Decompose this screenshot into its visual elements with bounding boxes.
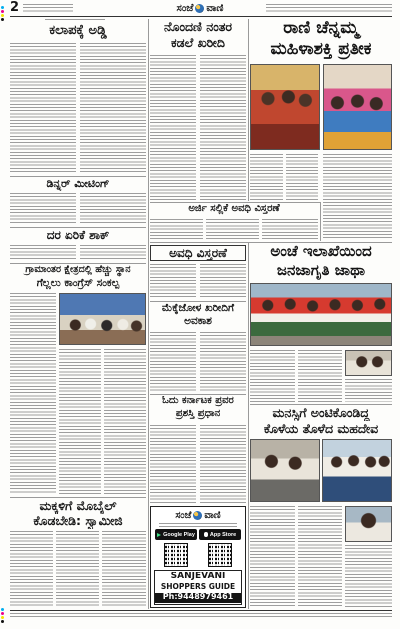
news-photo-cleaning-drive [250,439,320,502]
news-photo-awareness-rally [250,283,392,346]
article-body-text [102,531,146,608]
ad-logo-right: ವಾಣಿ [204,509,221,521]
qr-code-icon [164,543,188,567]
ad-phone: Ph:9448979461 [155,593,241,603]
headline-mekkejola-line2: ಅವಕಾಶ [184,316,212,327]
registration-marks-bottom [1,608,5,624]
page-number: 2 [10,0,20,15]
headline-mahadeva-line2: ಕೊಳೆಯ ತೊಳೆದ ಮಹದೇವ [263,422,379,436]
headline-dara: ದರ ಏರಿಕೆ ಶಾಕ್ [46,229,110,242]
ad-subtitle: SHOPPERS GUIDE [160,583,236,591]
headline-kadale-line2: ಕಡಲೆ ಖರೀದಿ [171,36,225,50]
article-body-text [200,55,246,200]
ad-shoppers-guide-block [154,570,242,605]
news-photo-congress-meeting [59,293,146,345]
headline-mahadeva-line1: ಮನಸ್ಸಿಗೆ ಅಂಟಿಕೊಂಡಿದ್ದ [272,406,370,420]
imprint-line-text [10,613,392,619]
ad-logo [153,509,243,521]
footer-rule [10,610,392,611]
news-photo-small [345,350,392,376]
article-divider [150,202,320,203]
app-store-badge [199,529,241,540]
article-divider [250,404,392,405]
article-body-text [10,43,76,174]
column-rule [320,202,321,241]
article-divider [10,176,146,177]
article-body-text [200,425,246,503]
registration-marks-top [1,6,5,22]
article-body-text [250,154,283,200]
ad-logo-left: ಸಂಜೆ [175,509,192,521]
article-body-text [262,219,318,240]
news-photo-group [322,439,392,502]
app-store-label: App Store [209,531,237,538]
masthead-left: ಸಂಜೆ [176,2,194,14]
header-rule [10,16,392,17]
qr-code-icon [208,543,232,567]
headline-kadale-line1: ನೊಂದಣಿ ನಂತರ [164,20,232,34]
news-photo-women-gathering [323,64,392,150]
globe-logo-icon [195,4,204,13]
headline-odu-line2: ಪ್ರಶಸ್ತಿ ಪ್ರಧಾನ [175,409,221,419]
article-divider [10,263,146,264]
article-body-text [80,43,146,174]
article-divider [10,227,146,228]
headline-congress-line2: ಗೆಲ್ಲಲು ಕಾಂಗ್ರೆಸ್ ಸಂಕಲ್ಪ [36,278,120,289]
headline-anche-line1: ಅಂಚೆ ಇಲಾಖೆಯಿಂದ [270,244,372,260]
article-divider [150,394,246,395]
article-body-text [250,506,295,608]
masthead-right: ವಾಣಿ [206,2,224,14]
article-body-text [250,350,295,402]
apple-icon [204,532,208,537]
article-body-text [10,193,76,225]
article-divider [150,242,392,243]
news-photo-small [345,506,392,542]
article-body-text [345,545,392,608]
headline-arji: ಅರ್ಜಿ ಸಲ್ಲಿಕೆ ಅವಧಿ ವಿಸ್ತರಣೆ [188,204,280,214]
article-body-text [200,264,246,299]
headline-rani-line2: ಮಹಿಳಾಶಕ್ತಿ ಪ್ರತೀಕ [270,41,372,59]
ad-tagline-text [159,523,237,527]
article-body-text [80,193,146,225]
column-rule [148,19,149,609]
headline-mekkejola-line1: ಮೆಕ್ಕೆಜೋಳ ಖರೀದಿಗೆ [161,303,235,314]
article-body-text [80,245,146,261]
article-body-text [10,293,56,494]
headline-mobile-line1: ಮಕ್ಕಳಿಗೆ ಮೊಬೈಲ್ [39,499,117,513]
globe-logo-icon [193,511,202,520]
play-store-icon [157,533,161,537]
article-body-text [150,219,203,240]
ad-title: SANJEVANI [170,572,226,581]
article-body-text [59,349,101,494]
article-body-text [56,531,99,608]
article-body-text [298,506,342,608]
article-body-text [206,219,259,240]
kicker-text [45,19,105,22]
headline-odu-line1: ಓದು ಕರ್ನಾಟಕ ಪ್ರವರ [162,396,234,406]
headline-anche-line2: ಜನಜಾಗೃತಿ ಜಾಥಾ [276,263,366,279]
headline-congress-line1: ಗ್ರಾಮಾಂತರ ಕ್ಷೇತ್ರದಲ್ಲಿ ಹೆಚ್ಚು ಸ್ಥಾನ [25,265,131,275]
google-play-badge [155,529,197,540]
google-play-label: Google Play [163,531,195,538]
article-body-text [150,55,196,200]
article-body-text [10,245,76,261]
article-divider [10,497,146,498]
masthead [160,1,240,15]
article-body-text [150,264,196,299]
news-photo-rani-chennamma-event [250,64,320,150]
article-body-text [298,350,342,402]
column-rule [248,243,249,609]
headline-mobile-line2: ಕೊಡಬೇಡಿ: ಸ್ವಾಮೀಜಿ [33,514,123,528]
article-body-text [345,379,392,402]
headline-avadhi: ಅವಧಿ ವಿಸ್ತರಣೆ [150,245,246,261]
article-body-text [150,425,196,503]
dateline-text [23,4,73,12]
headline-dinner: ಡಿನ್ನರ್ ಮೀಟಿಂಗ್ [46,178,110,190]
headline-rani-line1: ರಾಣಿ ಚೆನ್ನಮ್ಮ [283,20,359,38]
article-body-text [10,531,53,608]
article-body-text [150,332,196,392]
article-divider [150,301,246,302]
headline-kalapa: ಕಲಾಪಕ್ಕೆ ಅಡ್ಡಿ [49,24,107,38]
contact-line-text [266,4,392,12]
app-advertisement [150,506,246,608]
article-body-text [323,154,392,240]
article-body-text [104,349,146,494]
column-rule [248,19,249,201]
article-body-text [286,154,318,200]
article-body-text [200,332,246,392]
